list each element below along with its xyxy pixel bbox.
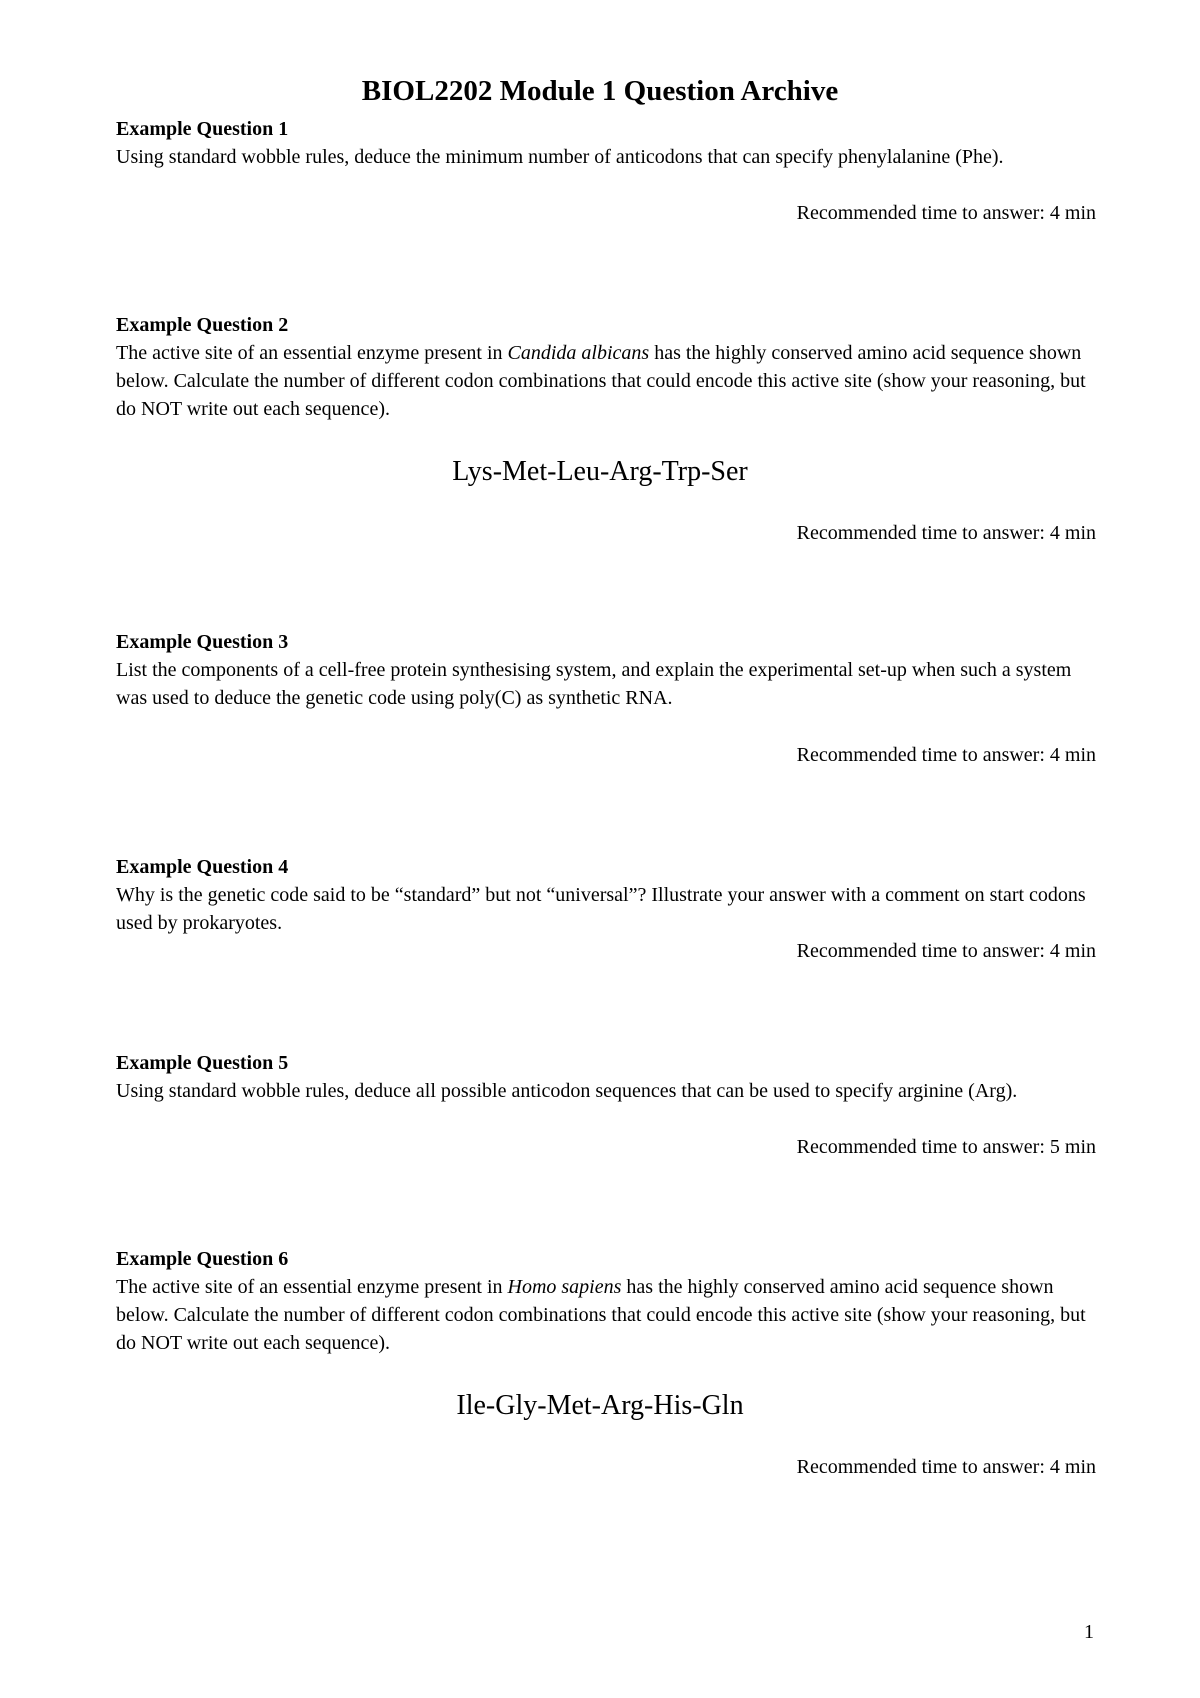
question-text-end: has the highly conserved amino acid sequence shown below. Calculate the number of different codon combinations that could encode this active site (show your reasoning, but do NOT write out each sequence). <box>116 1276 1086 1354</box>
question-text-start: The active site of an essential enzyme present in <box>116 342 508 364</box>
question-text: Why is the genetic code said to be “standard” but not “universal”? Illustrate your answer with a comment on start codons used by prokaryotes. <box>116 884 1086 934</box>
recommended-time: Recommended time to answer: 4 min <box>796 1456 1096 1478</box>
question-heading: Example Question 4 <box>116 856 289 878</box>
recommended-time: Recommended time to answer: 4 min <box>796 202 1096 224</box>
question-3 <box>116 628 1096 712</box>
organism-name: Candida albicans <box>507 342 650 364</box>
amino-acid-sequence: Lys-Met-Leu-Arg-Trp-Ser <box>452 456 748 487</box>
recommended-time: Recommended time to answer: 4 min <box>796 744 1096 766</box>
question-text: List the components of a cell-free protein synthesising system, and explain the experimental set-up when such a system was used to deduce the genetic code using poly(C) as synthetic RNA. <box>116 659 1072 709</box>
question-text-start: The active site of an essential enzyme present in <box>116 1276 508 1298</box>
page-title: BIOL2202 Module 1 Question Archive <box>361 75 839 107</box>
question-text <box>116 1273 1096 1357</box>
question-1 <box>116 115 1016 171</box>
question-heading: Example Question 3 <box>116 631 289 653</box>
question-text-end: has the highly conserved amino acid sequence shown below. Calculate the number of different codon combinations that could encode this active site (show your reasoning, but do NOT write out each sequence). <box>116 342 1086 420</box>
question-heading: Example Question 5 <box>116 1052 289 1074</box>
recommended-time: Recommended time to answer: 5 min <box>796 1136 1096 1158</box>
question-text: Using standard wobble rules, deduce all possible anticodon sequences that can be used to specify arginine (Arg). <box>116 1080 1018 1102</box>
question-text: Using standard wobble rules, deduce the minimum number of anticodons that can specify phenylalanine (Phe). <box>116 146 1004 168</box>
question-heading: Example Question 6 <box>116 1248 289 1270</box>
amino-acid-sequence: Ile-Gly-Met-Arg-His-Gln <box>456 1390 744 1421</box>
question-6 <box>116 1245 1096 1357</box>
question-2 <box>116 311 1096 423</box>
question-heading: Example Question 2 <box>116 314 289 336</box>
question-4 <box>116 853 1096 937</box>
question-heading: Example Question 1 <box>116 118 289 140</box>
page-number: 1 <box>1084 1621 1094 1643</box>
organism-name: Homo sapiens <box>507 1276 622 1298</box>
question-5 <box>116 1049 1096 1105</box>
recommended-time: Recommended time to answer: 4 min <box>796 522 1096 544</box>
question-text <box>116 339 1096 423</box>
recommended-time: Recommended time to answer: 4 min <box>796 940 1096 962</box>
